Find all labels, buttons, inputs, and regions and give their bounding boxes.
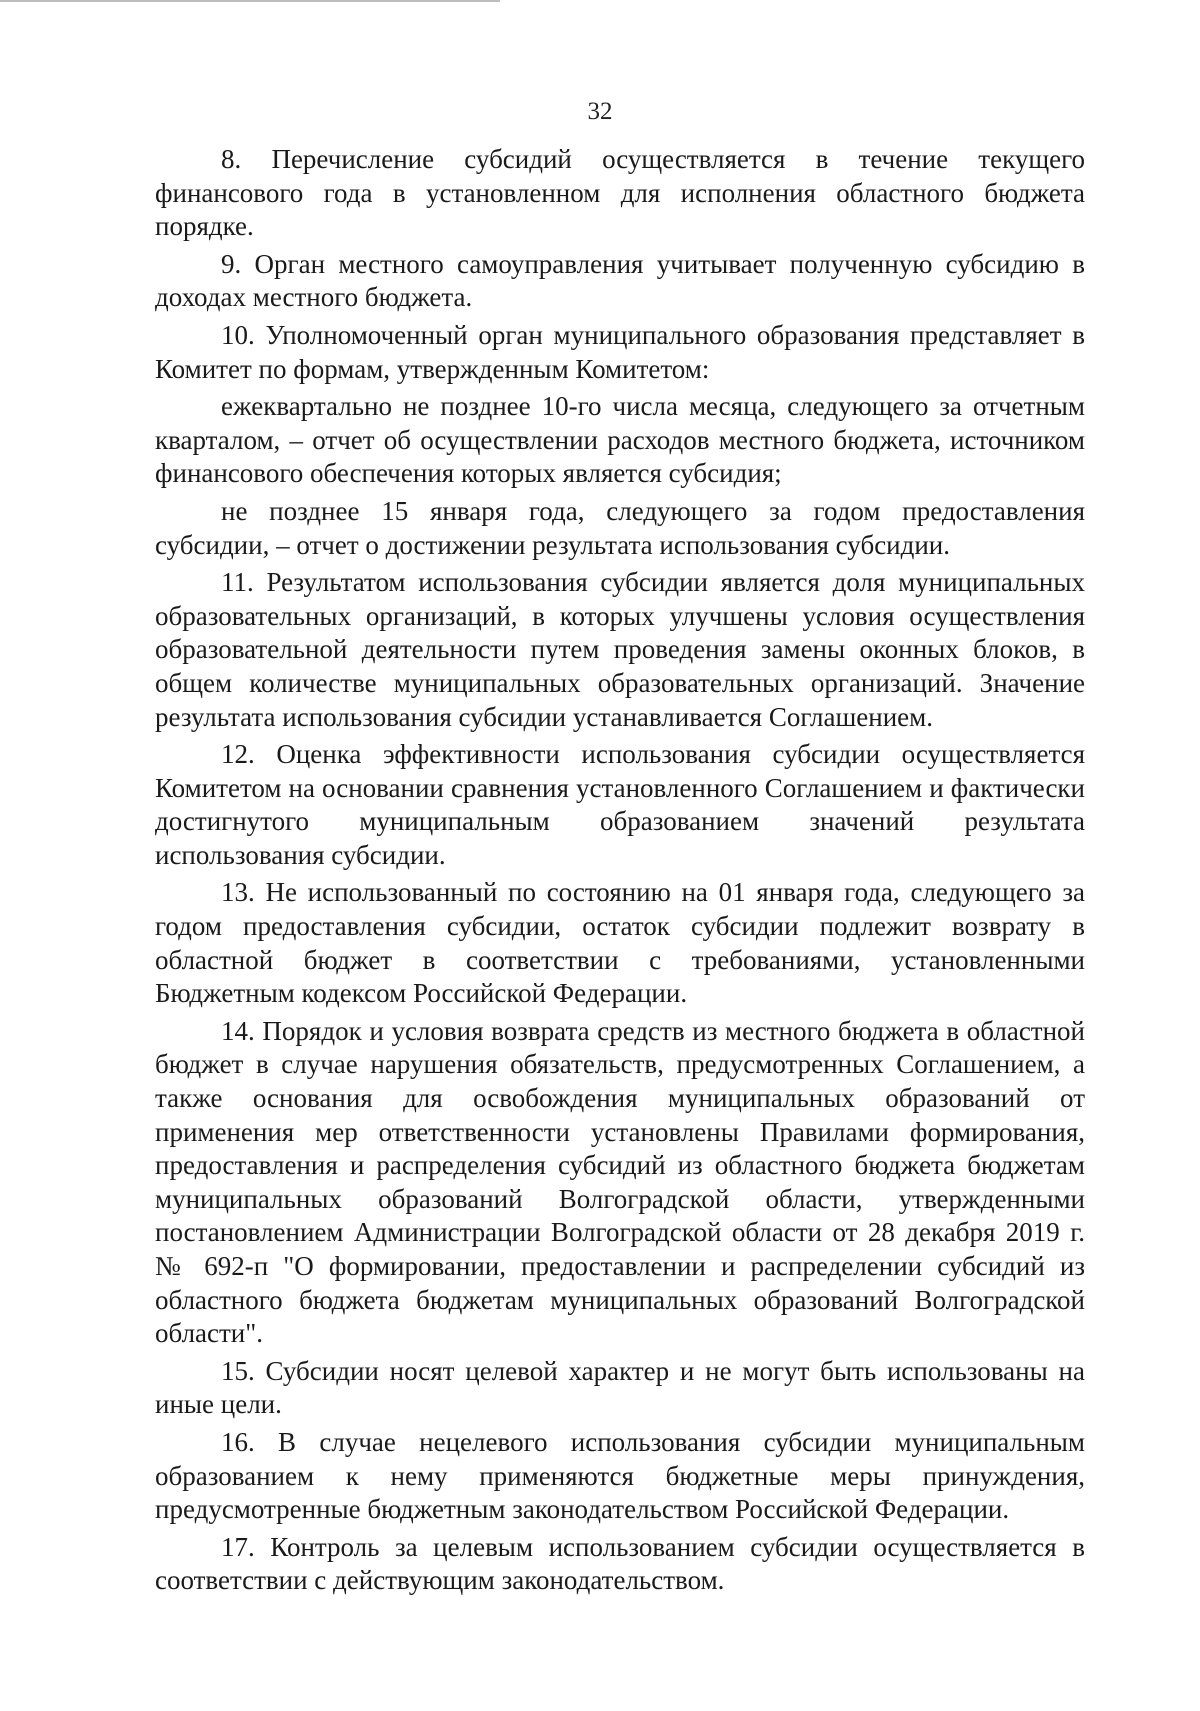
page-number: 32 xyxy=(587,98,613,125)
paragraph-8: 8. Перечисление субсидий осуществляется в течение текущего финансового года в установленном для исполнения областного бюджета порядке. xyxy=(155,144,1085,242)
paragraph-10: 10. Уполномоченный орган муниципального образования представляет в Комитет по формам, утвержденным Комитетом: xyxy=(155,319,1085,384)
paragraph-11: 11. Результатом использования субсидии является доля муниципальных образовательных организаций, в которых улучшены условия осуществления образовательной деятельности путем проведения замены оконных блоков, в общем количестве муниципальных образовательных организаций. Значение результата использования субсидии устанавливается Соглашением. xyxy=(155,567,1085,732)
paragraph-10-quarterly-report: ежеквартально не позднее 10-го числа месяца, следующего за отчетным кварталом, – отчет об осуществлении расходов местного бюджета, источником финансового обеспечения которых является субсидия; xyxy=(155,391,1085,489)
paragraph-10-annual-report: не позднее 15 января года, следующего за годом предоставления субсидии, – отчет о достижении результата использования субсидии. xyxy=(155,495,1085,560)
paragraph-12: 12. Оценка эффективности использования субсидии осуществляется Комитетом на основании сравнения установленного Соглашением и фактически достигнутого муниципальным образованием значений результата использования субсидии. xyxy=(155,739,1085,870)
paragraph-14: 14. Порядок и условия возврата средств из местного бюджета в областной бюджет в случае нарушения обязательств, предусмотренных Соглашением, а также основания для освобождения муниципальных образований от применения мер ответственности установлены Правилами формирования, предоставления и распределения субсидий из областного бюджета бюджетам муниципальных образований Волгоградской области, утвержденными постановлением Администрации Волгоградской области от 28 декабря 2019 г. № 692-п "О формировании, предоставлении и распределении субсидий из областного бюджета бюджетам муниципальных образований Волгоградской области". xyxy=(155,1015,1085,1349)
paragraph-15: 15. Субсидии носят целевой характер и не могут быть использованы на иные цели. xyxy=(155,1355,1085,1420)
paragraph-16: 16. В случае нецелевого использования субсидии муниципальным образованием к нему применяются бюджетные меры принуждения, предусмотренные бюджетным законодательством Российской Федерации. xyxy=(155,1426,1085,1525)
paragraph-9: 9. Орган местного самоуправления учитывает полученную субсидию в доходах местного бюджета. xyxy=(155,248,1085,313)
paragraph-17: 17. Контроль за целевым использованием субсидии осуществляется в соответствии с действующим законодательством. xyxy=(155,1531,1085,1596)
scan-edge-line xyxy=(0,0,500,2)
document-body xyxy=(155,143,1085,1602)
paragraph-13: 13. Не использованный по состоянию на 01 января года, следующего за годом предоставления субсидии, остаток субсидии подлежит возврату в областной бюджет в соответствии с требованиями, установленными Бюджетным кодексом Российской Федерации. xyxy=(155,877,1085,1009)
